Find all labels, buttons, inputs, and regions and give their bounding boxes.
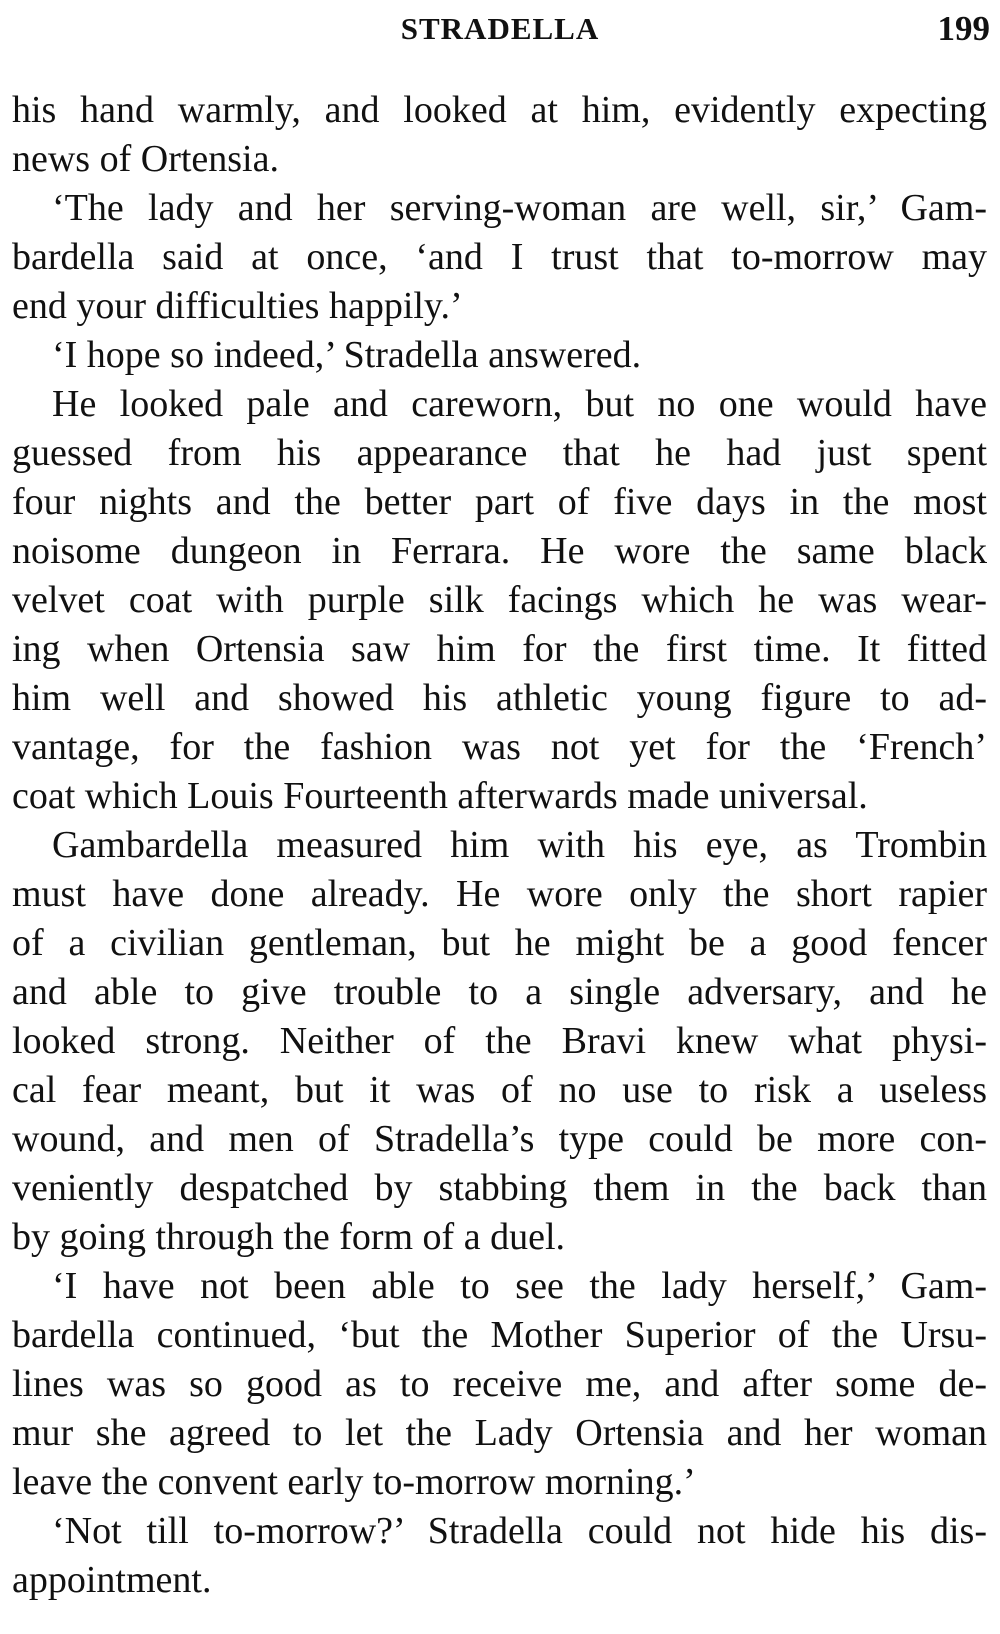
- text-line: leave the convent early to-morrow morning.’: [12, 1461, 696, 1503]
- text-line: bardella said at once, ‘and I trust that to-morrow may: [12, 236, 987, 278]
- text-line: mur she agreed to let the Lady Ortensia and her woman: [12, 1412, 987, 1454]
- text-line: velvet coat with purple silk facings which he was wear-: [12, 579, 987, 621]
- body-text: [12, 86, 987, 1605]
- text-line: four nights and the better part of five days in the most: [12, 481, 987, 523]
- text-line: and able to give trouble to a single adversary, and he: [12, 971, 987, 1013]
- text-line: ing when Ortensia saw him for the first time. It fitted: [12, 628, 987, 670]
- text-line: his hand warmly, and looked at him, evidently expecting: [12, 89, 987, 131]
- text-line: ‘The lady and her serving-woman are well, sir,’ Gam-: [52, 187, 987, 229]
- text-line: guessed from his appearance that he had just spent: [12, 432, 987, 474]
- text-line: veniently despatched by stabbing them in the back than: [12, 1167, 987, 1209]
- page-number: 199: [937, 9, 990, 48]
- text-line: noisome dungeon in Ferrara. He wore the same black: [12, 530, 987, 572]
- text-line: by going through the form of a duel.: [12, 1216, 566, 1258]
- text-line: ‘I have not been able to see the lady herself,’ Gam-: [52, 1265, 987, 1307]
- text-line: news of Ortensia.: [12, 138, 279, 180]
- text-line: bardella continued, ‘but the Mother Superior of the Ursu-: [12, 1314, 987, 1356]
- text-line: wound, and men of Stradella’s type could be more con-: [12, 1118, 987, 1160]
- text-line: vantage, for the fashion was not yet for the ‘French’: [12, 726, 987, 768]
- text-line: end your difficulties happily.’: [12, 285, 463, 327]
- text-line: of a civilian gentleman, but he might be a good fencer: [12, 922, 987, 964]
- text-line: him well and showed his athletic young figure to ad-: [12, 677, 987, 719]
- text-line: Gambardella measured him with his eye, as Trombin: [52, 824, 987, 866]
- text-line: cal fear meant, but it was of no use to risk a useless: [12, 1069, 987, 1111]
- text-line: ‘Not till to-morrow?’ Stradella could not hide his dis-: [52, 1510, 987, 1552]
- text-line: lines was so good as to receive me, and after some de-: [12, 1363, 987, 1405]
- text-line: must have done already. He wore only the short rapier: [12, 873, 987, 915]
- text-line: looked strong. Neither of the Bravi knew what physi-: [12, 1020, 987, 1062]
- text-line: ‘I hope so indeed,’ Stradella answered.: [52, 334, 642, 376]
- text-line: appointment.: [12, 1559, 212, 1601]
- running-title: STRADELLA: [400, 11, 600, 46]
- text-line: He looked pale and careworn, but no one would have: [52, 383, 987, 425]
- running-head: [0, 4, 1000, 54]
- text-line: coat which Louis Fourteenth afterwards made universal.: [12, 775, 868, 817]
